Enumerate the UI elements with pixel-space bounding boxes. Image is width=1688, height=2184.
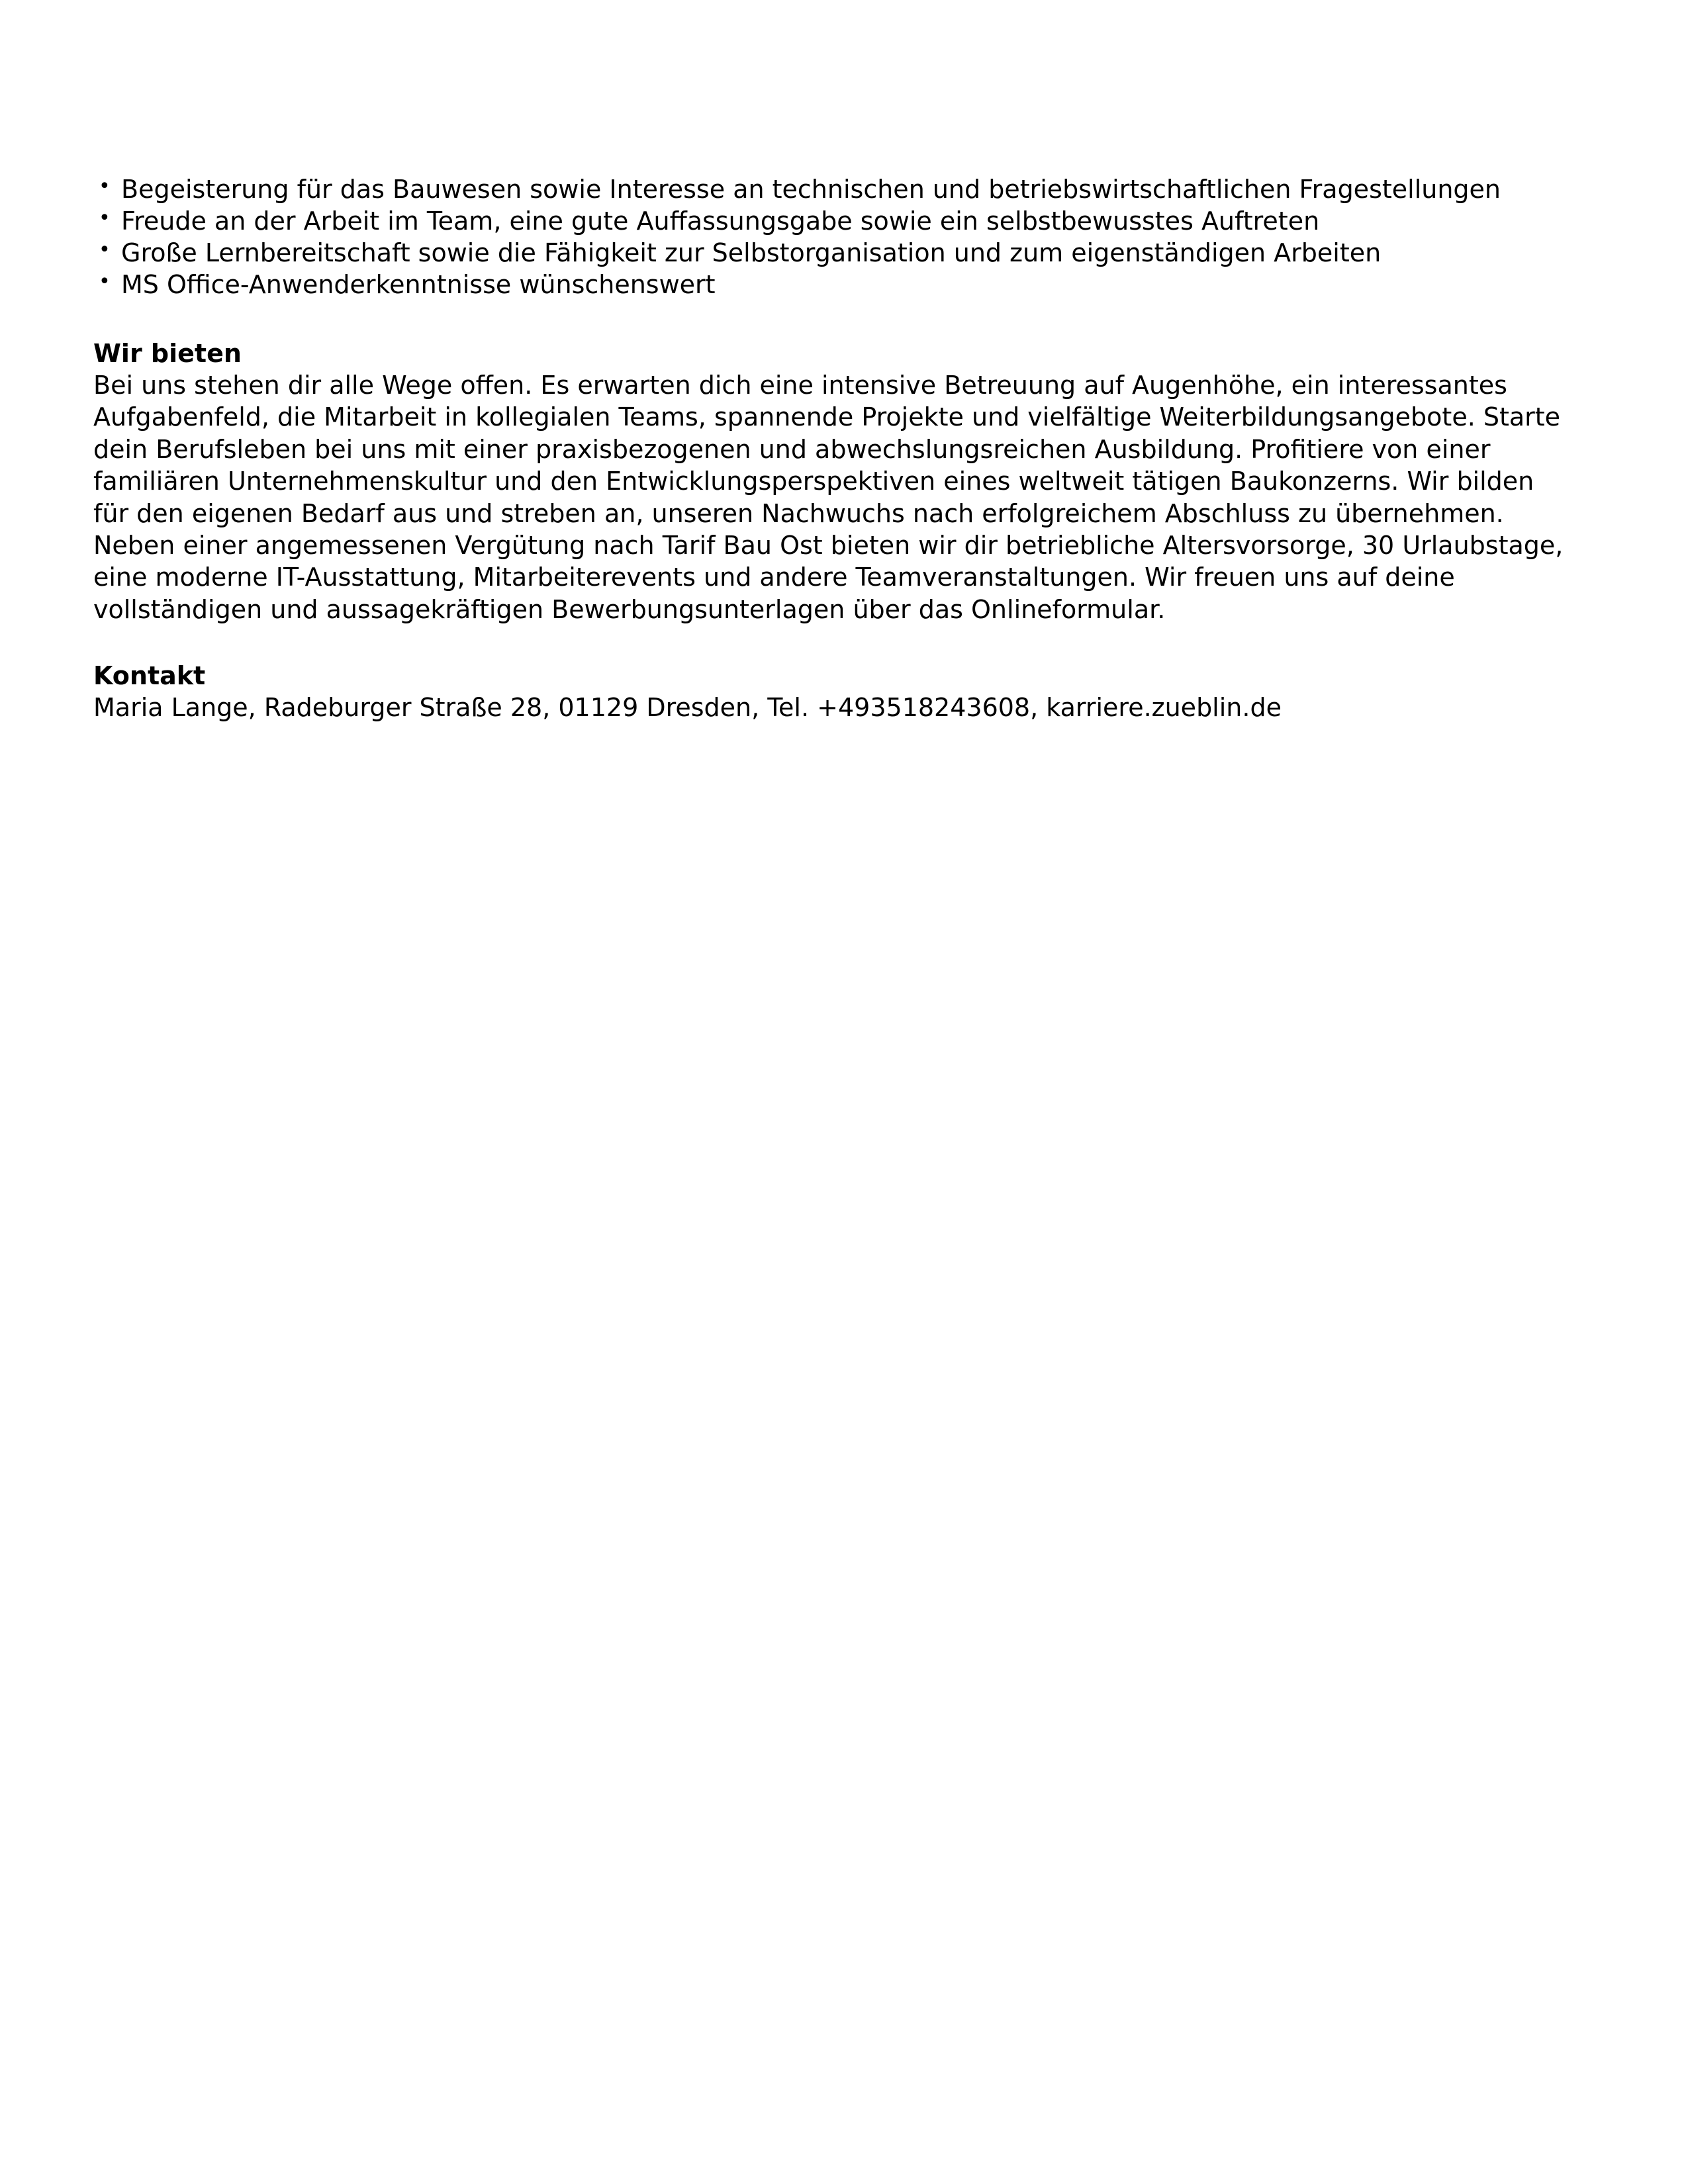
- list-item-text: MS Office-Anwenderkenntnisse wünschenswert: [121, 270, 716, 299]
- list-item: [93, 205, 1616, 237]
- list-item: [93, 269, 1616, 300]
- offer-paragraph: Bei uns stehen dir alle Wege offen. Es erwarten dich eine intensive Betreuung auf Augenhöhe, ein interessantes Aufgabenfeld, die Mitarbeit in kollegialen Teams, spannende Projekte und vielfältige Weiterbildungsangebote. Starte dein Berufsleben bei uns mit einer praxisbezogenen und abwechslungsreichen Ausbildung. Profitiere von einer familiären Unternehmenskultur und den Entwicklungsperspektiven eines weltweit tätigen Baukonzerns. Wir bilden für den eigenen Bedarf aus und streben an, unseren Nachwuchs nach erfolgreichem Abschluss zu übernehmen. Neben einer angemessenen Vergütung nach Tarif Bau Ost bieten wir dir betriebliche Altersvorsorge, 30 Urlaubstage, eine moderne IT-Ausstattung, Mitarbeiterevents und andere Teamveranstaltungen. Wir freuen uns auf deine vollständigen und aussagekräftigen Bewerbungsunterlagen über das Onlineformular.: [93, 371, 1564, 624]
- offer-heading: Wir bieten: [93, 339, 242, 368]
- list-item: [93, 237, 1616, 269]
- job-posting-page: [93, 173, 1616, 723]
- list-item-text: Begeisterung für das Bauwesen sowie Interesse an technischen und betriebswirtschaftlichen Fragestellungen: [121, 175, 1501, 204]
- list-item: [93, 173, 1616, 205]
- bullet-icon: •: [99, 238, 111, 261]
- bullet-icon: •: [99, 270, 111, 293]
- list-item-text: Große Lernbereitschaft sowie die Fähigkeit zur Selbstorganisation und zum eigenständigen Arbeiten: [121, 238, 1382, 267]
- contact-heading: Kontakt: [93, 661, 206, 691]
- requirements-list: [93, 173, 1616, 300]
- list-item-text: Freude an der Arbeit im Team, eine gute Auffassungsgabe sowie ein selbstbewusstes Auftreten: [121, 206, 1320, 236]
- bullet-icon: •: [99, 175, 111, 198]
- contact-details: Maria Lange, Radeburger Straße 28, 01129 Dresden, Tel. +493518243608, karriere.zueblin.de: [93, 693, 1282, 723]
- bullet-icon: •: [99, 206, 111, 230]
- contact-section: [93, 660, 1616, 723]
- offer-section: [93, 338, 1616, 625]
